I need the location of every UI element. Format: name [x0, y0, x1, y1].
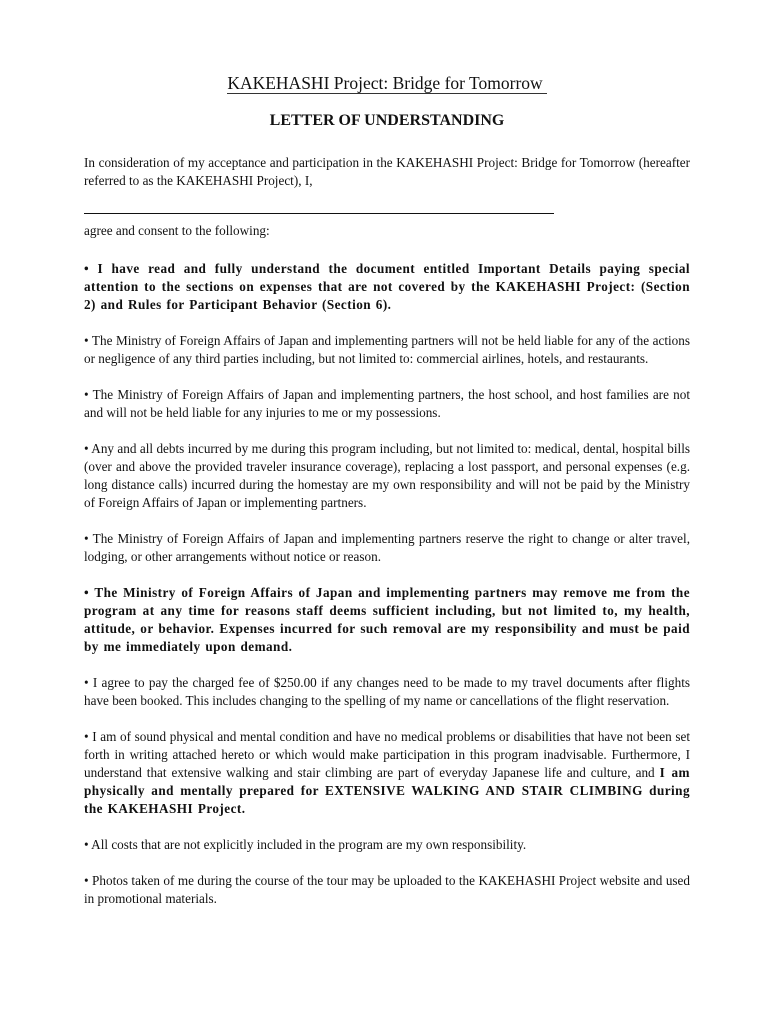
- agree-statement: agree and consent to the following:: [84, 223, 270, 238]
- item-photos: • Photos taken of me during the course of the tour may be uploaded to the KAKEHASHI Project website and used in promotional materials.: [84, 873, 690, 906]
- item-costs: • All costs that are not explicitly included in the program are my own responsibility.: [84, 837, 527, 852]
- item-third-parties: • The Ministry of Foreign Affairs of Japan and implementing partners will not be held liable for any of the actions or negligence of any third parties including, but not limited to: commercial airlines, hotels, and restaurants.: [84, 333, 690, 366]
- item-removal: • The Ministry of Foreign Affairs of Japan and implementing partners may remove me from the program at any time for reasons staff deems sufficient including, but not limited to, my health, attitude, or behavior. Expenses incurred for such removal are my responsibility and must be paid by me immediately upon demand.: [84, 585, 690, 654]
- intro-paragraph: In consideration of my acceptance and participation in the KAKEHASHI Project: Bridge for Tomorrow (hereafter referred to as the KAKEHASHI Project), I,: [84, 155, 690, 188]
- document-subtitle: LETTER OF UNDERSTANDING: [269, 112, 505, 129]
- document-title: [84, 70, 690, 96]
- item-physical-bold: I am physically and mentally prepared for EXTENSIVE WALKING AND STAIR CLIMBING during the KAKEHASHI Project.: [84, 765, 690, 816]
- document-title-text: KAKEHASHI Project: Bridge for Tomorrow: [227, 73, 546, 94]
- item-change-fee: • I agree to pay the charged fee of $250.00 if any changes need to be made to my travel documents after flights have been booked. This includes changing to the spelling of my name or cancellations of the flight reservation.: [84, 675, 690, 708]
- item-important-details: • I have read and fully understand the document entitled Important Details paying special attention to the sections on expenses that are not covered by the KAKEHASHI Project: (Section 2) and Rules for Participant Behavior (Section 6).: [84, 261, 690, 312]
- item-physical-condition: [84, 728, 690, 818]
- item-physical-plain: • I am of sound physical and mental condition and have no medical problems or disabilities that have not been set forth in writing attached hereto or which would make participation in this program inadvisable. Furthermore, I understand that extensive walking and stair climbing are part of everyday Japanese life and culture, and: [84, 729, 690, 780]
- letter-page: [84, 70, 690, 908]
- item-change-arrangements: • The Ministry of Foreign Affairs of Japan and implementing partners reserve the right to change or alter travel, lodging, or other arrangements without notice or reason.: [84, 531, 690, 564]
- name-signature-line[interactable]: [84, 213, 554, 214]
- item-debts: • Any and all debts incurred by me during this program including, but not limited to: medical, dental, hospital bills (over and above the provided traveler insurance coverage), replacing a lost passport, and personal expenses (e.g. long distance calls) incurred during the homestay are my own responsibility and will not be paid by the Ministry of Foreign Affairs of Japan or implementing partners.: [84, 441, 690, 510]
- item-injuries: • The Ministry of Foreign Affairs of Japan and implementing partners, the host school, and host families are not and will not be held liable for any injuries to me or my possessions.: [84, 387, 690, 420]
